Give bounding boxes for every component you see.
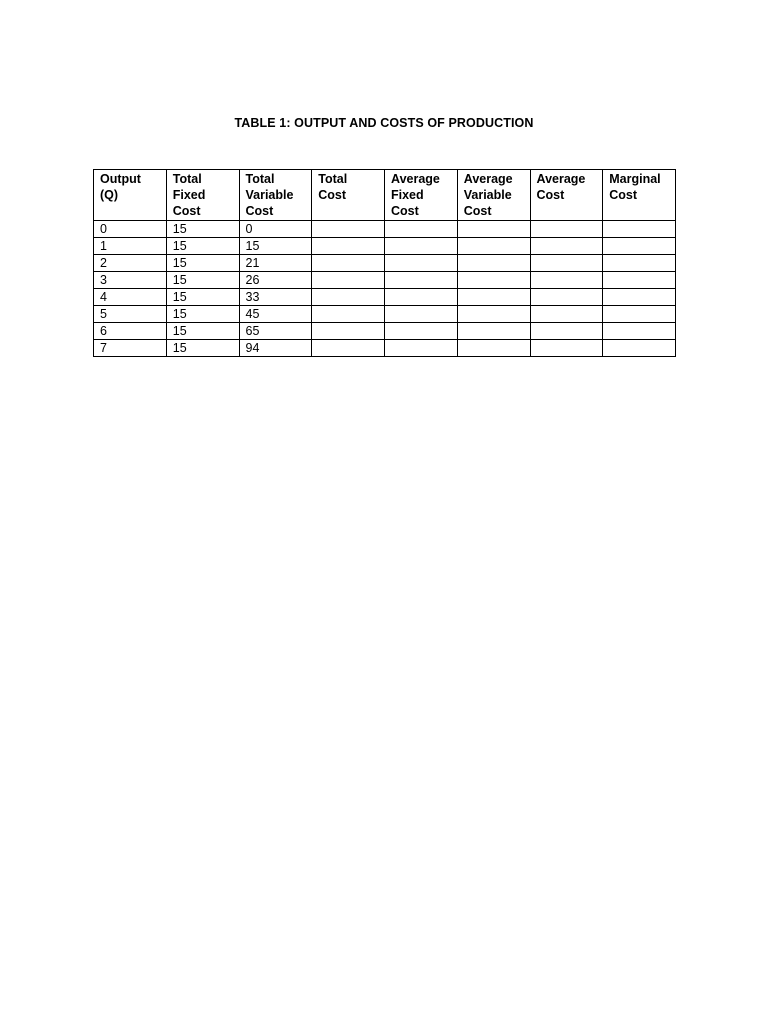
cell-output: 4 — [94, 289, 167, 306]
table-row — [94, 340, 676, 357]
cell-total-variable-cost: 26 — [239, 272, 312, 289]
cell-marginal-cost — [603, 272, 676, 289]
cell-average-fixed-cost — [385, 289, 458, 306]
cell-total-variable-cost: 21 — [239, 255, 312, 272]
header-total-variable-cost — [239, 170, 312, 221]
cell-output: 3 — [94, 272, 167, 289]
header-average-fixed-cost-label: Average Fixed Cost — [391, 172, 440, 218]
cell-average-fixed-cost — [385, 238, 458, 255]
cell-average-fixed-cost — [385, 323, 458, 340]
cell-average-variable-cost — [457, 340, 530, 357]
table-row — [94, 221, 676, 238]
table-row — [94, 272, 676, 289]
table-row — [94, 238, 676, 255]
header-output-label: Output (Q) — [100, 172, 141, 202]
cell-average-variable-cost — [457, 238, 530, 255]
cell-marginal-cost — [603, 340, 676, 357]
cell-average-fixed-cost — [385, 221, 458, 238]
cell-total-fixed-cost: 15 — [166, 238, 239, 255]
header-average-variable-cost — [457, 170, 530, 221]
cell-average-fixed-cost — [385, 306, 458, 323]
cell-average-cost — [530, 289, 603, 306]
cell-total-cost — [312, 306, 385, 323]
cell-total-fixed-cost: 15 — [166, 221, 239, 238]
cell-total-fixed-cost: 15 — [166, 272, 239, 289]
output-costs-table — [93, 169, 676, 357]
cell-average-fixed-cost — [385, 340, 458, 357]
cell-total-variable-cost: 33 — [239, 289, 312, 306]
table-row — [94, 323, 676, 340]
cell-average-variable-cost — [457, 272, 530, 289]
cell-average-cost — [530, 306, 603, 323]
cell-average-cost — [530, 272, 603, 289]
table-row — [94, 289, 676, 306]
table-row — [94, 306, 676, 323]
table-header-row — [94, 170, 676, 221]
cell-average-variable-cost — [457, 323, 530, 340]
cell-output: 2 — [94, 255, 167, 272]
cell-average-variable-cost — [457, 255, 530, 272]
header-output — [94, 170, 167, 221]
cell-total-variable-cost: 15 — [239, 238, 312, 255]
cell-average-fixed-cost — [385, 255, 458, 272]
page-title: TABLE 1: OUTPUT AND COSTS OF PRODUCTION — [234, 116, 534, 130]
cell-average-cost — [530, 221, 603, 238]
cell-average-variable-cost — [457, 306, 530, 323]
cell-output: 0 — [94, 221, 167, 238]
cell-average-variable-cost — [457, 289, 530, 306]
cell-total-cost — [312, 289, 385, 306]
cell-marginal-cost — [603, 289, 676, 306]
header-marginal-cost-label: Marginal Cost — [609, 172, 661, 202]
cell-average-cost — [530, 255, 603, 272]
cell-average-fixed-cost — [385, 272, 458, 289]
cell-marginal-cost — [603, 306, 676, 323]
header-average-cost — [530, 170, 603, 221]
header-total-cost — [312, 170, 385, 221]
cell-output: 7 — [94, 340, 167, 357]
cell-marginal-cost — [603, 323, 676, 340]
cell-average-cost — [530, 238, 603, 255]
cell-output: 1 — [94, 238, 167, 255]
cell-total-cost — [312, 340, 385, 357]
cell-total-fixed-cost: 15 — [166, 306, 239, 323]
header-total-variable-cost-label: Total Variable Cost — [245, 172, 294, 218]
cell-total-fixed-cost: 15 — [166, 289, 239, 306]
cell-total-variable-cost: 65 — [239, 323, 312, 340]
cell-total-variable-cost: 0 — [239, 221, 312, 238]
header-average-variable-cost-label: Average Variable Cost — [463, 172, 513, 218]
cell-total-variable-cost: 94 — [239, 340, 312, 357]
cell-total-fixed-cost: 15 — [166, 323, 239, 340]
cell-total-variable-cost: 45 — [239, 306, 312, 323]
cell-marginal-cost — [603, 221, 676, 238]
cell-total-cost — [312, 238, 385, 255]
header-total-cost-label: Total Cost — [318, 172, 348, 202]
cell-marginal-cost — [603, 255, 676, 272]
cell-average-cost — [530, 340, 603, 357]
cell-output: 6 — [94, 323, 167, 340]
cell-total-fixed-cost: 15 — [166, 255, 239, 272]
cell-average-cost — [530, 323, 603, 340]
cell-average-variable-cost — [457, 221, 530, 238]
cell-total-cost — [312, 255, 385, 272]
header-marginal-cost — [603, 170, 676, 221]
header-total-fixed-cost-label: Total Fixed Cost — [172, 172, 206, 218]
cell-total-fixed-cost: 15 — [166, 340, 239, 357]
cell-total-cost — [312, 221, 385, 238]
cell-total-cost — [312, 323, 385, 340]
header-total-fixed-cost — [166, 170, 239, 221]
cell-output: 5 — [94, 306, 167, 323]
header-average-cost-label: Average Cost — [536, 172, 586, 202]
table-row — [94, 255, 676, 272]
header-average-fixed-cost — [385, 170, 458, 221]
cell-marginal-cost — [603, 238, 676, 255]
cell-total-cost — [312, 272, 385, 289]
